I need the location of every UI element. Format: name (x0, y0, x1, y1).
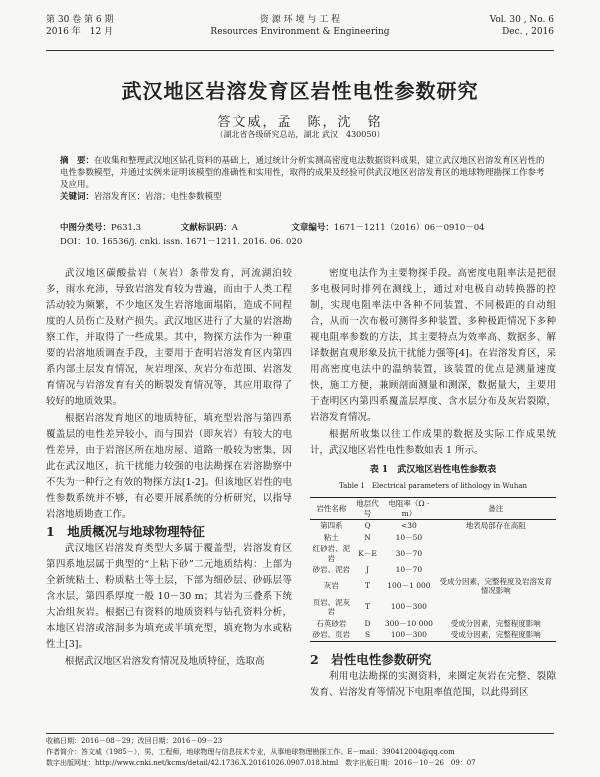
table-cell: 300－10 000 (384, 618, 433, 628)
header-journal (46, 14, 554, 38)
header-journal-en: Resources Environment & Engineering (210, 27, 390, 37)
table-cell: J (366, 565, 370, 574)
body-paragraph: 利用电法勘探的实测资料，来圈定灰岩在完整、裂隙发育、岩溶发育等情况下电阻率值范围，以此得到区 (310, 670, 556, 698)
author-list: 答文威，孟 陈，沈 铭 (217, 115, 383, 130)
table-row (310, 629, 556, 641)
section-heading-1: 1 地质概况与地球物理特征 (46, 524, 205, 539)
table-cell: Q (364, 521, 371, 530)
doc-code: A (231, 223, 238, 233)
table-caption: 表 1 武汉地区岩性电性参数表 (369, 465, 497, 475)
affiliation: （湖北省各级研究总站，湖北 武汉 430050） (215, 130, 385, 139)
table-row (310, 532, 556, 544)
table-cell: 100－1 000 (387, 581, 431, 591)
article-number-label: 文章编号： (291, 223, 334, 233)
running-header (46, 10, 554, 51)
body-paragraph: 根据武汉地区岩溶发育情况及地质特征，选取高 (65, 656, 265, 667)
article-number: 1671－1211（2016）06－0910－04 (333, 223, 485, 233)
header-vol-en: Vol. 30 , No. 6 (489, 15, 554, 25)
table-cell: N (364, 532, 371, 542)
section-heading-2: 2 岩性电性参数研究 (310, 651, 432, 667)
body-paragraph: 根据所收集以往工作成果的数据及实际工作成果统计，武汉地区岩性电性参数如表 1 所示。 (310, 429, 556, 456)
table-cell: T (365, 581, 371, 591)
table-cell: 第四系 (320, 521, 343, 530)
left-column (46, 266, 292, 671)
table-caption-en: Table 1 Electrical parameters of lithology in Wuhan (338, 482, 528, 490)
table-row (310, 564, 556, 576)
table-cell: K－E (358, 548, 377, 558)
header-date-en: Dec. , 2016 (502, 27, 554, 37)
doi: DOI：10. 16536/j. cnki. issn. 1671－1211. 2016. 06. 020 (60, 237, 303, 247)
body-paragraph: 武汉地区碳酸盐岩（灰岩）条带发育，河流湖泊较多，雨水充沛，导致岩溶发育较为普遍，而由于人类工程活动较为频繁，不少地区发生岩溶地面塌陷，造成不同程度的人员伤亡及财产损失。武汉地区进行了大量的岩溶勘察工作，并取得了一些成果。其中，物探方法作为一种重要的岩溶地质调查手段，主要用于查明岩溶发育区内第四系内部土层发育情况，灰岩埋深、灰岩分布范围、岩溶发育情况与岩溶发育有关的断裂发育情况等，其应用取得了较好的地质效果。 (46, 268, 292, 407)
paper-title: 武汉地区岩溶发育区岩性电性参数研究 (121, 79, 479, 103)
table-cell: 砂岩、页岩 (312, 630, 351, 639)
footnote (46, 733, 554, 769)
publication-info: 数字出版网址：http://www.cnki.net/kcms/detail/42.1736.X.20161026.0907.018.html 数字出版日期：2016－10－26 09：07 (46, 759, 476, 767)
lithology-table (310, 497, 556, 642)
table-cell: 受成分因素，完整程度及岩溶发育情况影响 (439, 576, 553, 595)
table-row (310, 543, 556, 564)
abstract-label: 摘 要： (60, 156, 95, 166)
table-header-cell: 备注 (488, 503, 504, 513)
header-date-cn: 2016 年 12 月 (46, 27, 114, 37)
table-cell: 10－50 (395, 532, 423, 542)
table-row (310, 597, 556, 618)
header-vol-cn: 第 30 卷 第 6 期 (46, 15, 114, 25)
table-header-row (310, 498, 556, 520)
table-header-cell: 岩性名称 (316, 503, 347, 513)
table-cell (436, 543, 556, 564)
table-row (310, 576, 556, 597)
table-cell: 10－70 (395, 565, 423, 574)
header-journal-cn: 资 源 环 境 与 工 程 (259, 15, 341, 25)
clc-label: 中图分类号： (60, 223, 112, 233)
table-cell: 页岩、泥灰岩 (312, 597, 351, 616)
table-cell: 受成分因素，完整程度影响 (450, 618, 541, 628)
abstract-text: 在收集和整理武汉地区钻孔资料的基础上，通过统计分析实测高密度电法数据资料成果，建立武汉地区岩溶发育区岩性的电性参数模型，并通过实例来证明该模型的准确性和实用性，取得的成果及经验可供武汉地区岩溶发育区的地球物理勘探工作参考及应用。 (60, 156, 545, 190)
author-bio: 作者简介：答文威（1985－），男，工程师，地球物理与信息技术专业，从事地球物理勘探工作。E－mail：390412004@qq.com (46, 748, 455, 756)
received-dates: 收稿日期：2016－08－29；改回日期：2016－09－23 (46, 737, 223, 745)
table-cell: S (364, 630, 371, 639)
doc-code-label: 文献标识码： (180, 223, 232, 233)
body-paragraph: 密度电法作为主要物探手段。高密度电阻率法是把很多电极同时排列在测线上，通过对电极自动转换器的控制，实现电阻率法中各种不同装置、不同极距的自动组合，从而一次布极可测得多种装置、多种极距情况下多种视电阻率参数的方法，其主要特点为效率高、数据多、解译数据直观形象及抗干扰能力强等[4]。在岩溶发育区，采用高密度电法中的温纳装置，该装置的优点是测量速度快，施工方便，兼顾剖面测量和测深，数据量大，主要用于查明区内第四系覆盖层厚度、含水层分布及灰岩裂隙，岩溶发育情况。 (310, 268, 556, 423)
table-cell: 100－300 (390, 630, 427, 639)
table-cell: 受成分因素，完整程度影响 (450, 630, 541, 639)
table-cell: 粘土 (323, 532, 339, 542)
table-cell: 地表局部存在高阻 (465, 521, 526, 530)
table-cell: <30 (400, 521, 417, 530)
table-header-cell: 地层代号 (356, 499, 379, 518)
right-column (310, 266, 556, 702)
table-cell: D (364, 618, 371, 628)
keywords-text: 岩溶发育区；岩溶；电性参数模型 (94, 192, 222, 202)
table-cell (436, 597, 556, 618)
table-cell: T (365, 602, 371, 612)
table-cell: 砂岩、泥岩 (312, 565, 351, 574)
table-row (310, 618, 556, 630)
abstract (60, 155, 546, 203)
keywords (60, 191, 546, 203)
body-paragraph: 武汉地区岩溶发育类型大多属于覆盖型，岩溶发育区第四系地层属于典型的“上粘下砂”二元地质结构：上部为全新统粘土、粉质粘土等土层，下部为细砂层、砂砾层等含水层，第四系厚度一般 10－30 m；其岩为三叠系下统大冶组灰岩。根据已有资料的地质资料与钻孔资料分析，本地区岩溶或溶洞多为填充或半填充型，填充物为水或粘性土[3]。 (46, 543, 292, 650)
table-cell (436, 564, 556, 576)
table-cell: 100－300 (390, 602, 427, 612)
clc-code: P631.3 (111, 223, 142, 233)
table-cell: 灰岩 (323, 581, 339, 591)
table-cell (436, 532, 556, 544)
table-cell: 红砂岩、泥岩 (312, 544, 351, 563)
body-paragraph: 根据岩溶发育地区的地质特征，填充型岩溶与第四系覆盖层的电性差异较小，而与围岩（即灰岩）有较大的电性差异，由于岩溶区所在地房屋、道路一般较为密集，因此在武汉地区，抗干扰能力较强的电法勘探在岩溶勘察中不失为一种行之有效的物探方法[1-2]。但该地区岩性的电性参数系统并不够，有必要开展系统的分析研究，以指导岩溶地质勘查工作。 (46, 413, 292, 520)
table-header-cell: 电阻率（Ω · m） (388, 499, 430, 518)
classification-line (60, 222, 546, 234)
table-cell: 30－70 (395, 548, 423, 558)
header-volume-en (490, 14, 554, 38)
table-row (310, 520, 556, 532)
table-cell: 石英砂岩 (316, 618, 347, 628)
keywords-label: 关键词： (60, 192, 95, 202)
